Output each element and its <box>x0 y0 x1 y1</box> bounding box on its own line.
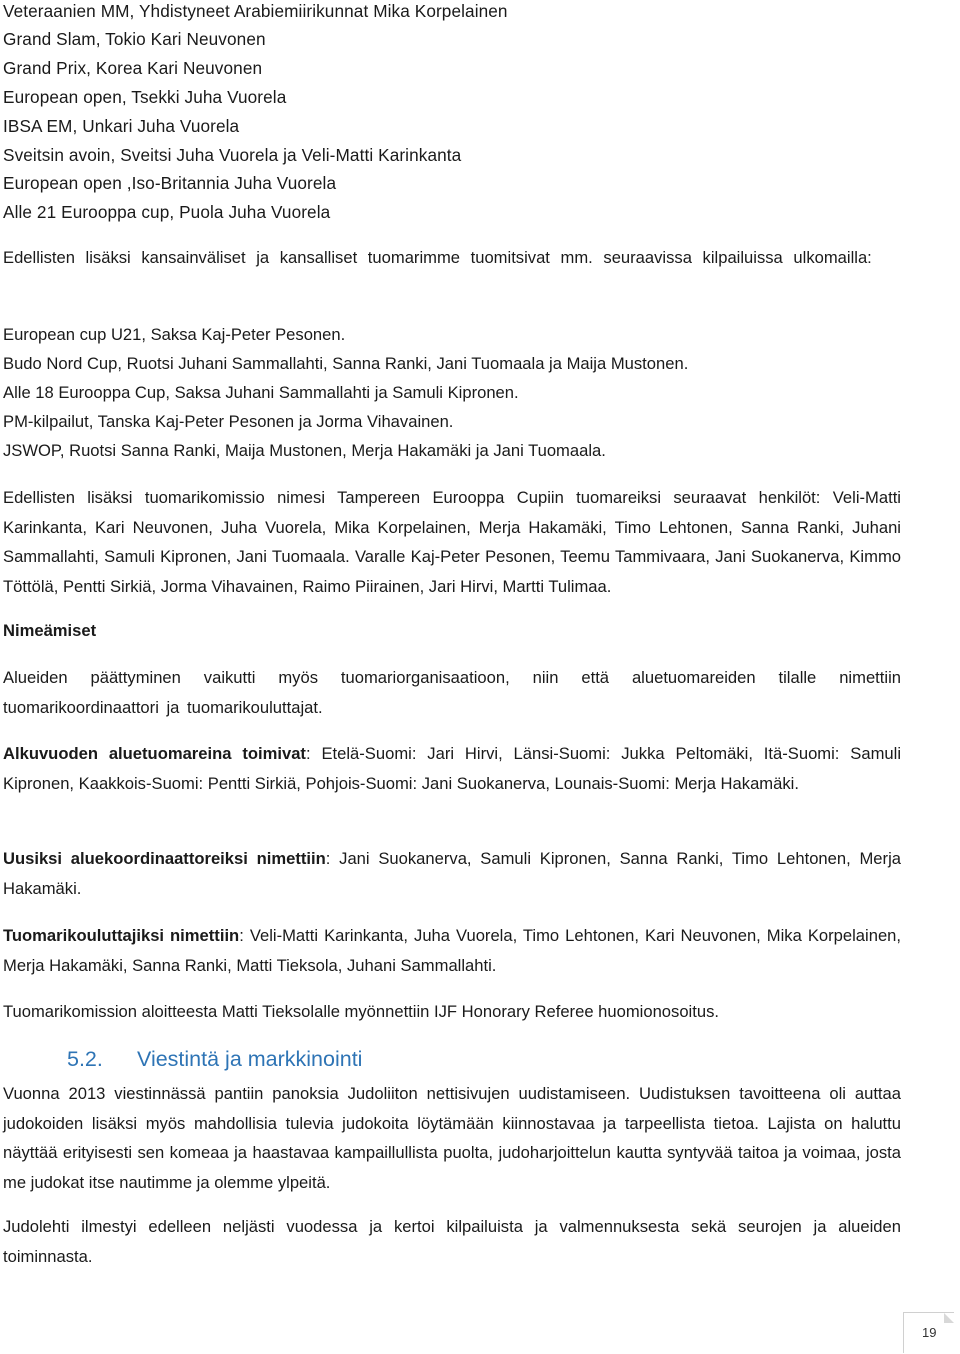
intro-paragraph: Edellisten lisäksi kansainväliset ja kansalliset tuomarimme tuomitsivat mm. seuraavissa kilpailuissa ulkomailla: <box>3 248 872 267</box>
section-subheading: Nimeämiset <box>3 621 97 640</box>
commission-paragraph: Edellisten lisäksi tuomarikomissio nimesi Tampereen Eurooppa Cupiin tuomareiksi seuraavat henkilöt: Veli-Matti Karinkanta, Kari Neuvonen, Juha Vuorela, Mika Korpelainen, Merja Hakamäki, Timo Lehtonen, Sanna Ranki, Juhani Sammallahti, Samuli Kipronen, Jani Tuomaala. Varalle Kaj-Peter Pesonen, Teemu Tammivaara, Jani Suokanerva, Kimmo Töttölä, Pentti Sirkiä, Jorma Vihavainen, Raimo Piirainen, Jari Hirvi, Martti Tulimaa. <box>3 488 901 596</box>
list-item: JSWOP, Ruotsi Sanna Ranki, Maija Mustonen, Merja Hakamäki ja Jani Tuomaala. <box>3 441 606 460</box>
honorary-paragraph: Tuomarikomission aloitteesta Matti Tieksolalle myönnettiin IJF Honorary Referee huomionosoitus. <box>3 1002 719 1021</box>
trainers-text: : Veli-Matti Karinkanta, Juha Vuorela, Timo Lehtonen, Kari Neuvonen, Mika Korpelainen, Merja Hakamäki, Sanna Ranki, Matti Tieksola, Juhani Sammallahti. <box>3 926 902 975</box>
section-number: 5.2. <box>67 1047 103 1071</box>
list-item: Grand Slam, Tokio Kari Neuvonen <box>3 29 266 49</box>
trainers-paragraph <box>3 921 901 980</box>
section-title: Viestintä ja markkinointi <box>137 1047 363 1071</box>
regions-paragraph: Alueiden päättyminen vaikutti myös tuomariorganisaatioon, niin että aluetuomareiden tilalle nimettiin tuomarikoordinaattori ja tuomarikouluttajat. <box>3 668 901 717</box>
list-item: Veteraanien MM, Yhdistyneet Arabiemiirikunnat Mika Korpelainen <box>3 1 508 21</box>
list-item: Sveitsin avoin, Sveitsi Juha Vuorela ja Veli-Matti Karinkanta <box>3 145 462 165</box>
regional-referees-text: : Etelä-Suomi: Jari Hirvi, Länsi-Suomi: Jukka Peltomäki, Itä-Suomi: Samuli Kipronen, Kaakkois-Suomi: Pentti Sirkiä, Pohjois-Suomi: Jani Suokanerva, Lounais-Suomi: Merja Hakamäki. <box>3 744 902 793</box>
coordinators-paragraph <box>3 844 901 903</box>
list-item: European open, Tsekki Juha Vuorela <box>3 87 287 107</box>
list-item: PM-kilpailut, Tanska Kaj-Peter Pesonen ja Jorma Vihavainen. <box>3 412 454 431</box>
communication-paragraph: Vuonna 2013 viestinnässä pantiin panoksia Judoliiton nettisivujen uudistamiseen. Uudistuksen tavoitteena oli auttaa judokoiden lisäksi myös mahdollisia tulevia judokoita löytämään kiinnostavaa ja tarpeellista tietoa. Lajista on haluttu näyttää erityisesti sen komeaa ja haastavaa kampaillullista puolta, judoharjoittelun kautta syntyvää taitoa ja voimaa, josta me judokat itse nautimme ja olemme ylpeitä. <box>3 1084 901 1192</box>
coordinators-label: Uusiksi aluekoordinaattoreiksi nimettiin <box>3 849 326 868</box>
list-item: European open ,Iso-Britannia Juha Vuorela <box>3 173 337 193</box>
list-item: IBSA EM, Unkari Juha Vuorela <box>3 116 240 136</box>
section-heading <box>67 1047 362 1072</box>
list-item: Alle 18 Eurooppa Cup, Saksa Juhani Sammallahti ja Samuli Kipronen. <box>3 383 519 402</box>
list-item: European cup U21, Saksa Kaj-Peter Pesonen. <box>3 325 346 344</box>
list-item: Grand Prix, Korea Kari Neuvonen <box>3 58 263 78</box>
regional-referees-label: Alkuvuoden aluetuomareina toimivat <box>3 744 306 763</box>
coordinators-text: : Jani Suokanerva, Samuli Kipronen, Sanna Ranki, Timo Lehtonen, Merja Hakamäki. <box>3 849 901 898</box>
page-number: 19 <box>922 1325 937 1340</box>
judolehti-paragraph: Judolehti ilmestyi edelleen neljästi vuodessa ja kertoi kilpailuista ja valmennuksesta sekä seurojen ja alueiden toiminnasta. <box>3 1217 901 1266</box>
page-corner-fold <box>944 1313 954 1323</box>
trainers-label: Tuomarikouluttajiksi nimettiin <box>3 926 240 945</box>
regional-referees-paragraph <box>3 739 901 798</box>
list-item: Budo Nord Cup, Ruotsi Juhani Sammallahti, Sanna Ranki, Jani Tuomaala ja Maija Mustonen. <box>3 354 689 373</box>
page-number-box <box>903 1312 954 1353</box>
list-item: Alle 21 Eurooppa cup, Puola Juha Vuorela <box>3 202 331 222</box>
